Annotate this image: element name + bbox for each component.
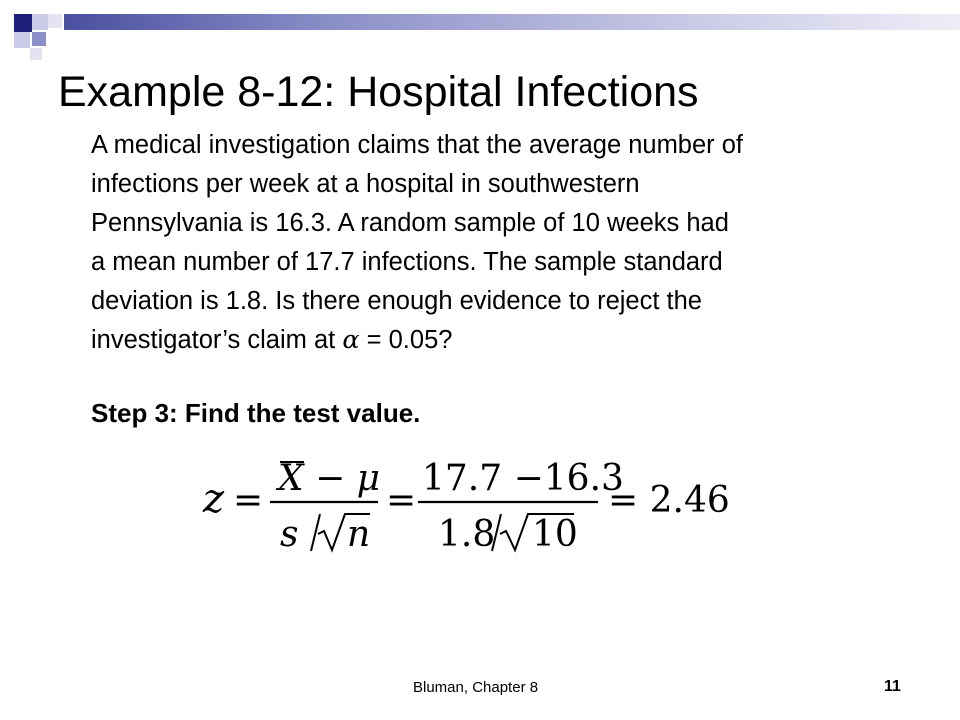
formula-den-value: 1.8 (438, 514, 496, 555)
problem-text (91, 126, 921, 360)
formula-num-symbolic: X − μ (278, 458, 381, 499)
body-line: infections per week at a hospital in southwestern (91, 170, 640, 198)
body-line-last (91, 321, 921, 360)
corner-square-light (32, 14, 48, 30)
test-value-formula (200, 450, 760, 560)
formula-den-sqrt-value: 10 (532, 514, 578, 555)
corner-square-mid (32, 32, 46, 46)
alpha-symbol: α (342, 325, 360, 355)
formula-equals: = (386, 480, 417, 521)
header-gradient-bar (64, 14, 960, 30)
slide-title: Example 8-12: Hospital Infections (58, 68, 699, 116)
step-heading: Step 3: Find the test value. (91, 398, 421, 428)
formula-num-values: 17.7 −16.3 (422, 458, 624, 499)
corner-square-light (14, 32, 30, 48)
page-number: 11 (884, 678, 901, 695)
body-line: a mean number of 17.7 infections. The sample standard (91, 248, 723, 276)
formula-den-s: s (280, 514, 299, 555)
formula-result: = 2.46 (608, 480, 730, 521)
formula-z: z (203, 476, 225, 522)
corner-square-pale (30, 48, 42, 60)
corner-square-dark (14, 14, 32, 32)
body-line: deviation is 1.8. Is there enough evidence to reject the (91, 287, 702, 315)
formula-equals: = (233, 480, 264, 521)
footer-text: Bluman, Chapter 8 (413, 679, 539, 696)
den-slash (311, 514, 320, 551)
corner-square-pale (48, 14, 62, 28)
body-line: A medical investigation claims that the average number of (91, 131, 744, 159)
body-text: = 0.05? (359, 326, 453, 354)
body-text: investigator’s claim at (91, 326, 343, 354)
body-line: Pennsylvania is 16.3. A random sample of 10 weeks had (91, 209, 729, 237)
formula-den-n: n (347, 514, 371, 555)
